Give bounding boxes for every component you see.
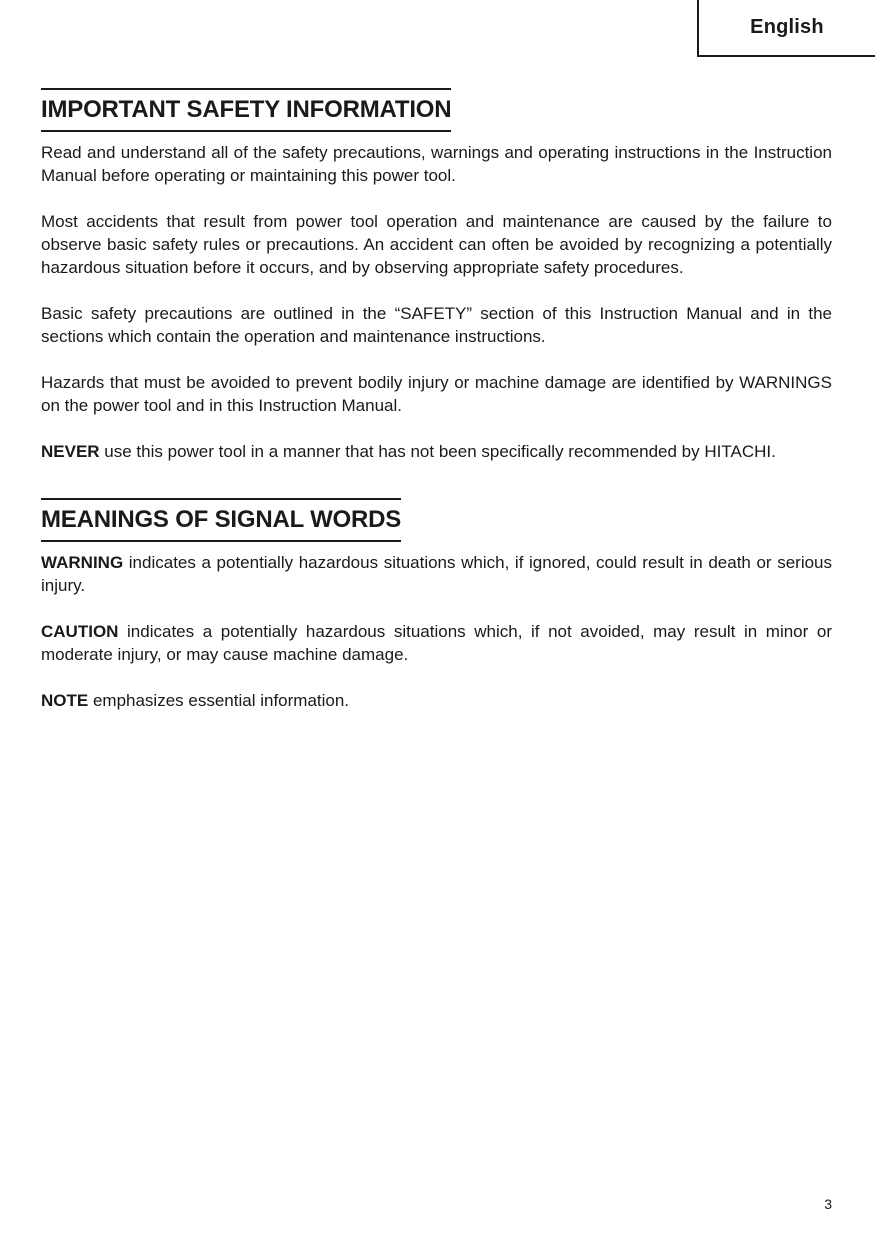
warning-text: indicates a potentially hazardous situations which, if ignored, could result in death or serious injury. bbox=[41, 553, 832, 595]
caution-text: indicates a potentially hazardous situations which, if not avoided, may result in minor or moderate injury, or may cause machine damage. bbox=[41, 622, 832, 664]
language-label: English bbox=[750, 16, 824, 38]
warning-term: WARNING bbox=[41, 553, 124, 572]
signal-words-title: MEANINGS OF SIGNAL WORDS bbox=[41, 498, 401, 542]
signal-word-caution bbox=[41, 620, 832, 666]
safety-paragraph: Hazards that must be avoided to prevent bodily injury or machine damage are identified by WARNINGS on the power tool and in this Instruction Manual. bbox=[41, 373, 832, 415]
note-term: NOTE bbox=[41, 691, 89, 710]
safety-paragraph: Basic safety precautions are outlined in the “SAFETY” section of this Instruction Manual and in the sections which contain the operation and maintenance instructions. bbox=[41, 304, 832, 346]
safety-paragraph: Most accidents that result from power tool operation and maintenance are caused by the failure to observe basic safety rules or precautions. An accident can often be avoided by recognizing a potentially hazardous situation before it occurs, and by observing appropriate safety procedures. bbox=[41, 212, 832, 277]
safety-paragraph: Read and understand all of the safety precautions, warnings and operating instructions in the Instruction Manual before operating or maintaining this power tool. bbox=[41, 143, 832, 185]
signal-word-note bbox=[41, 689, 832, 712]
language-tab bbox=[697, 0, 875, 57]
caution-term: CAUTION bbox=[41, 622, 119, 641]
never-lead: NEVER bbox=[41, 442, 100, 461]
never-text: use this power tool in a manner that has not been specifically recommended by HITACHI. bbox=[99, 442, 776, 461]
note-text: emphasizes essential information. bbox=[88, 691, 350, 710]
signal-word-warning bbox=[41, 551, 832, 597]
page-content bbox=[41, 88, 832, 712]
page-number: 3 bbox=[824, 1196, 832, 1212]
safety-info-title: IMPORTANT SAFETY INFORMATION bbox=[41, 88, 451, 132]
never-paragraph bbox=[41, 440, 832, 463]
